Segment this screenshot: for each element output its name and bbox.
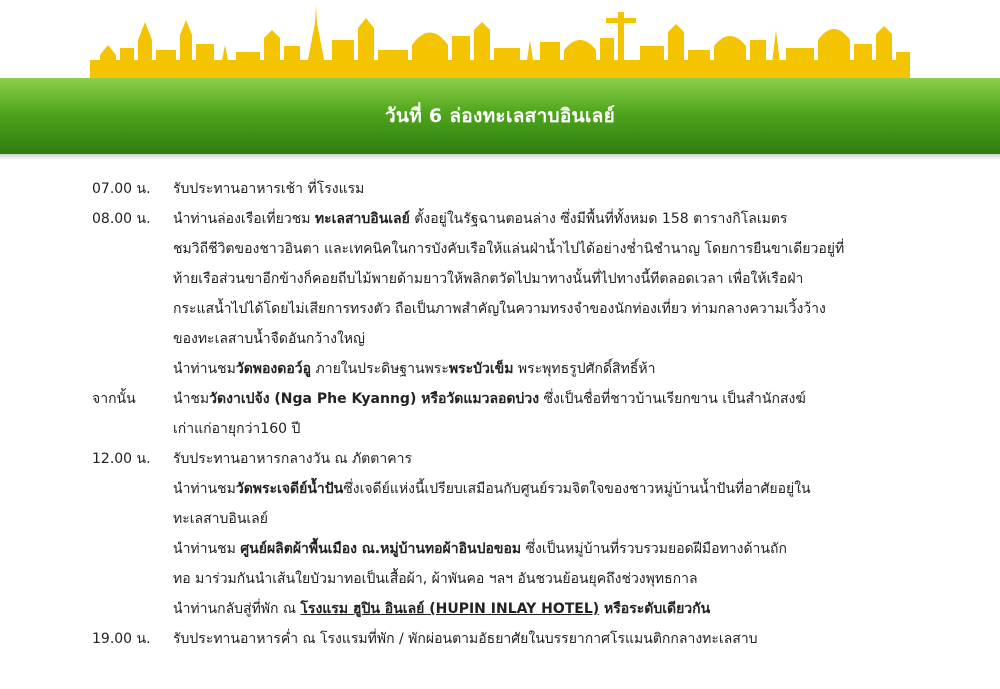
- banner-shadow: [0, 154, 1000, 160]
- time-label: 19.00 น.: [92, 631, 151, 647]
- text-part: ซึ่งเป็นหมู่บ้านที่รวบรวมยอดฝีมือทางด้านถัก: [521, 541, 787, 557]
- text-part: นำท่านกลับสู่ที่พัก ณ: [173, 601, 301, 617]
- itinerary-row: [0, 322, 1000, 352]
- itinerary-row: [0, 622, 1000, 652]
- time-label: 07.00 น.: [92, 181, 151, 197]
- itinerary-text: ท้ายเรือส่วนขาอีกข้างก็คอยถีบไม้พายด้ามยาวให้พลิกตวัดไปมาทางนั้นที่ไปทางนี้ทีตลอดเวลา เพื่อให้เรือฝ่า: [173, 271, 804, 287]
- time-label: 08.00 น.: [92, 211, 151, 227]
- itinerary-row: [0, 202, 1000, 232]
- itinerary-text: ของทะเลสาบน้ำจืดอันกว้างใหญ่: [173, 331, 365, 347]
- itinerary-text: [173, 358, 655, 380]
- time-label: 12.00 น.: [92, 451, 151, 467]
- itinerary-text: ทะเลสาบอินเลย์: [173, 511, 268, 527]
- itinerary-row: [0, 562, 1000, 592]
- text-part: ตั้งอยู่ในรัฐฉานตอนล่าง ซึ่งมีพื้นที่ทั้งหมด 158 ตารางกิโลเมตร: [409, 211, 788, 227]
- hotel-name: โรงแรม ฮูปิน อินเลย์ (HUPIN INLAY HOTEL): [300, 601, 600, 617]
- itinerary-row: [0, 442, 1000, 472]
- itinerary: [0, 172, 1000, 652]
- place-name: วัดพระเจดีย์น้ำปัน: [235, 481, 344, 497]
- place-name: ศูนย์ผลิตผ้าพื้นเมือง ณ.หมู่บ้านทอผ้าอินปอขอม: [240, 541, 522, 557]
- itinerary-text: [173, 388, 806, 410]
- itinerary-text: รับประทานอาหารกลางวัน ณ ภัตตาคาร: [173, 451, 412, 467]
- itinerary-text: ทอ มาร่วมกันนำเส้นใยบัวมาทอเป็นเสื้อผ้า, ผ้าพันคอ ฯลฯ อันชวนย้อนยุคถึงช่วงพุทธกาล: [173, 571, 698, 587]
- itinerary-row: [0, 382, 1000, 412]
- place-name: วัดงาเปจ้ง (Nga Phe Kyanng) หรือวัดแมวลอดบ่วง: [209, 391, 540, 407]
- itinerary-text: ชมวิถีชีวิตของชาวอินตา และเทคนิคในการบังคับเรือให้แล่นฝ่าน้ำไปได้อย่างช่ำนิชำนาญ โดยการยืนขาเดียวอยู่ที่: [173, 241, 845, 257]
- itinerary-row: [0, 502, 1000, 532]
- text-part: ซึ่งเจดีย์แห่งนี้เปรียบเสมือนกับศูนย์รวมจิตใจของชาวหมู่บ้านน้ำปันที่อาศัยอยู่ใน: [343, 481, 811, 497]
- itinerary-row: [0, 532, 1000, 562]
- text-part: พระพุทธรูปศักดิ์สิทธิ์ห้า: [513, 361, 656, 377]
- text-part: นำท่านชม: [173, 481, 236, 497]
- itinerary-text: กระแสน้ำไปได้โดยไม่เสียการทรงตัว ถือเป็นภาพสำคัญในความทรงจำของนักท่องเที่ยว ท่ามกลางความเวิ้งว้าง: [173, 301, 826, 317]
- text-part: นำท่านล่องเรือเที่ยวชม: [173, 211, 315, 227]
- itinerary-row: [0, 592, 1000, 622]
- itinerary-row: [0, 352, 1000, 382]
- text-part: นำชม: [173, 391, 210, 407]
- day-title: วันที่ 6 ล่องทะเลสาบอินเลย์: [384, 105, 616, 127]
- itinerary-text: [173, 538, 787, 560]
- text-part: ภายในประดิษฐานพระ: [311, 361, 449, 377]
- itinerary-text: [173, 478, 811, 500]
- itinerary-row: [0, 262, 1000, 292]
- time-label: จากนั้น: [92, 391, 136, 407]
- text-part: นำท่านชม: [173, 361, 236, 377]
- text-part: หรือระดับเดียวกัน: [599, 601, 711, 617]
- text-part: นำท่านชม: [173, 541, 241, 557]
- itinerary-text: รับประทานอาหารค่ำ ณ โรงแรมที่พัก / พักผ่อนตามอัธยาศัยในบรรยากาศโรแมนติกกลางทะเลสาบ: [173, 631, 758, 647]
- itinerary-row: [0, 232, 1000, 262]
- place-name: ทะเลสาบอินเลย์: [314, 211, 410, 227]
- itinerary-row: [0, 412, 1000, 442]
- text-part: ซึ่งเป็นชื่อที่ชาวบ้านเรียกขาน เป็นสำนักสงฆ์: [539, 391, 806, 407]
- itinerary-row: [0, 472, 1000, 502]
- itinerary-text: รับประทานอาหารเช้า ที่โรงแรม: [173, 181, 365, 197]
- itinerary-text: [173, 598, 710, 620]
- city-skyline-icon: [90, 0, 910, 80]
- itinerary-row: [0, 292, 1000, 322]
- itinerary-text: [173, 208, 787, 230]
- day-header-banner: [0, 78, 1000, 154]
- place-name: วัดพองดอว์อู: [235, 361, 312, 377]
- itinerary-row: [0, 172, 1000, 202]
- place-name: พระบัวเข็ม: [448, 361, 514, 377]
- itinerary-text: เก่าแก่อายุกว่า160 ปี: [173, 421, 301, 437]
